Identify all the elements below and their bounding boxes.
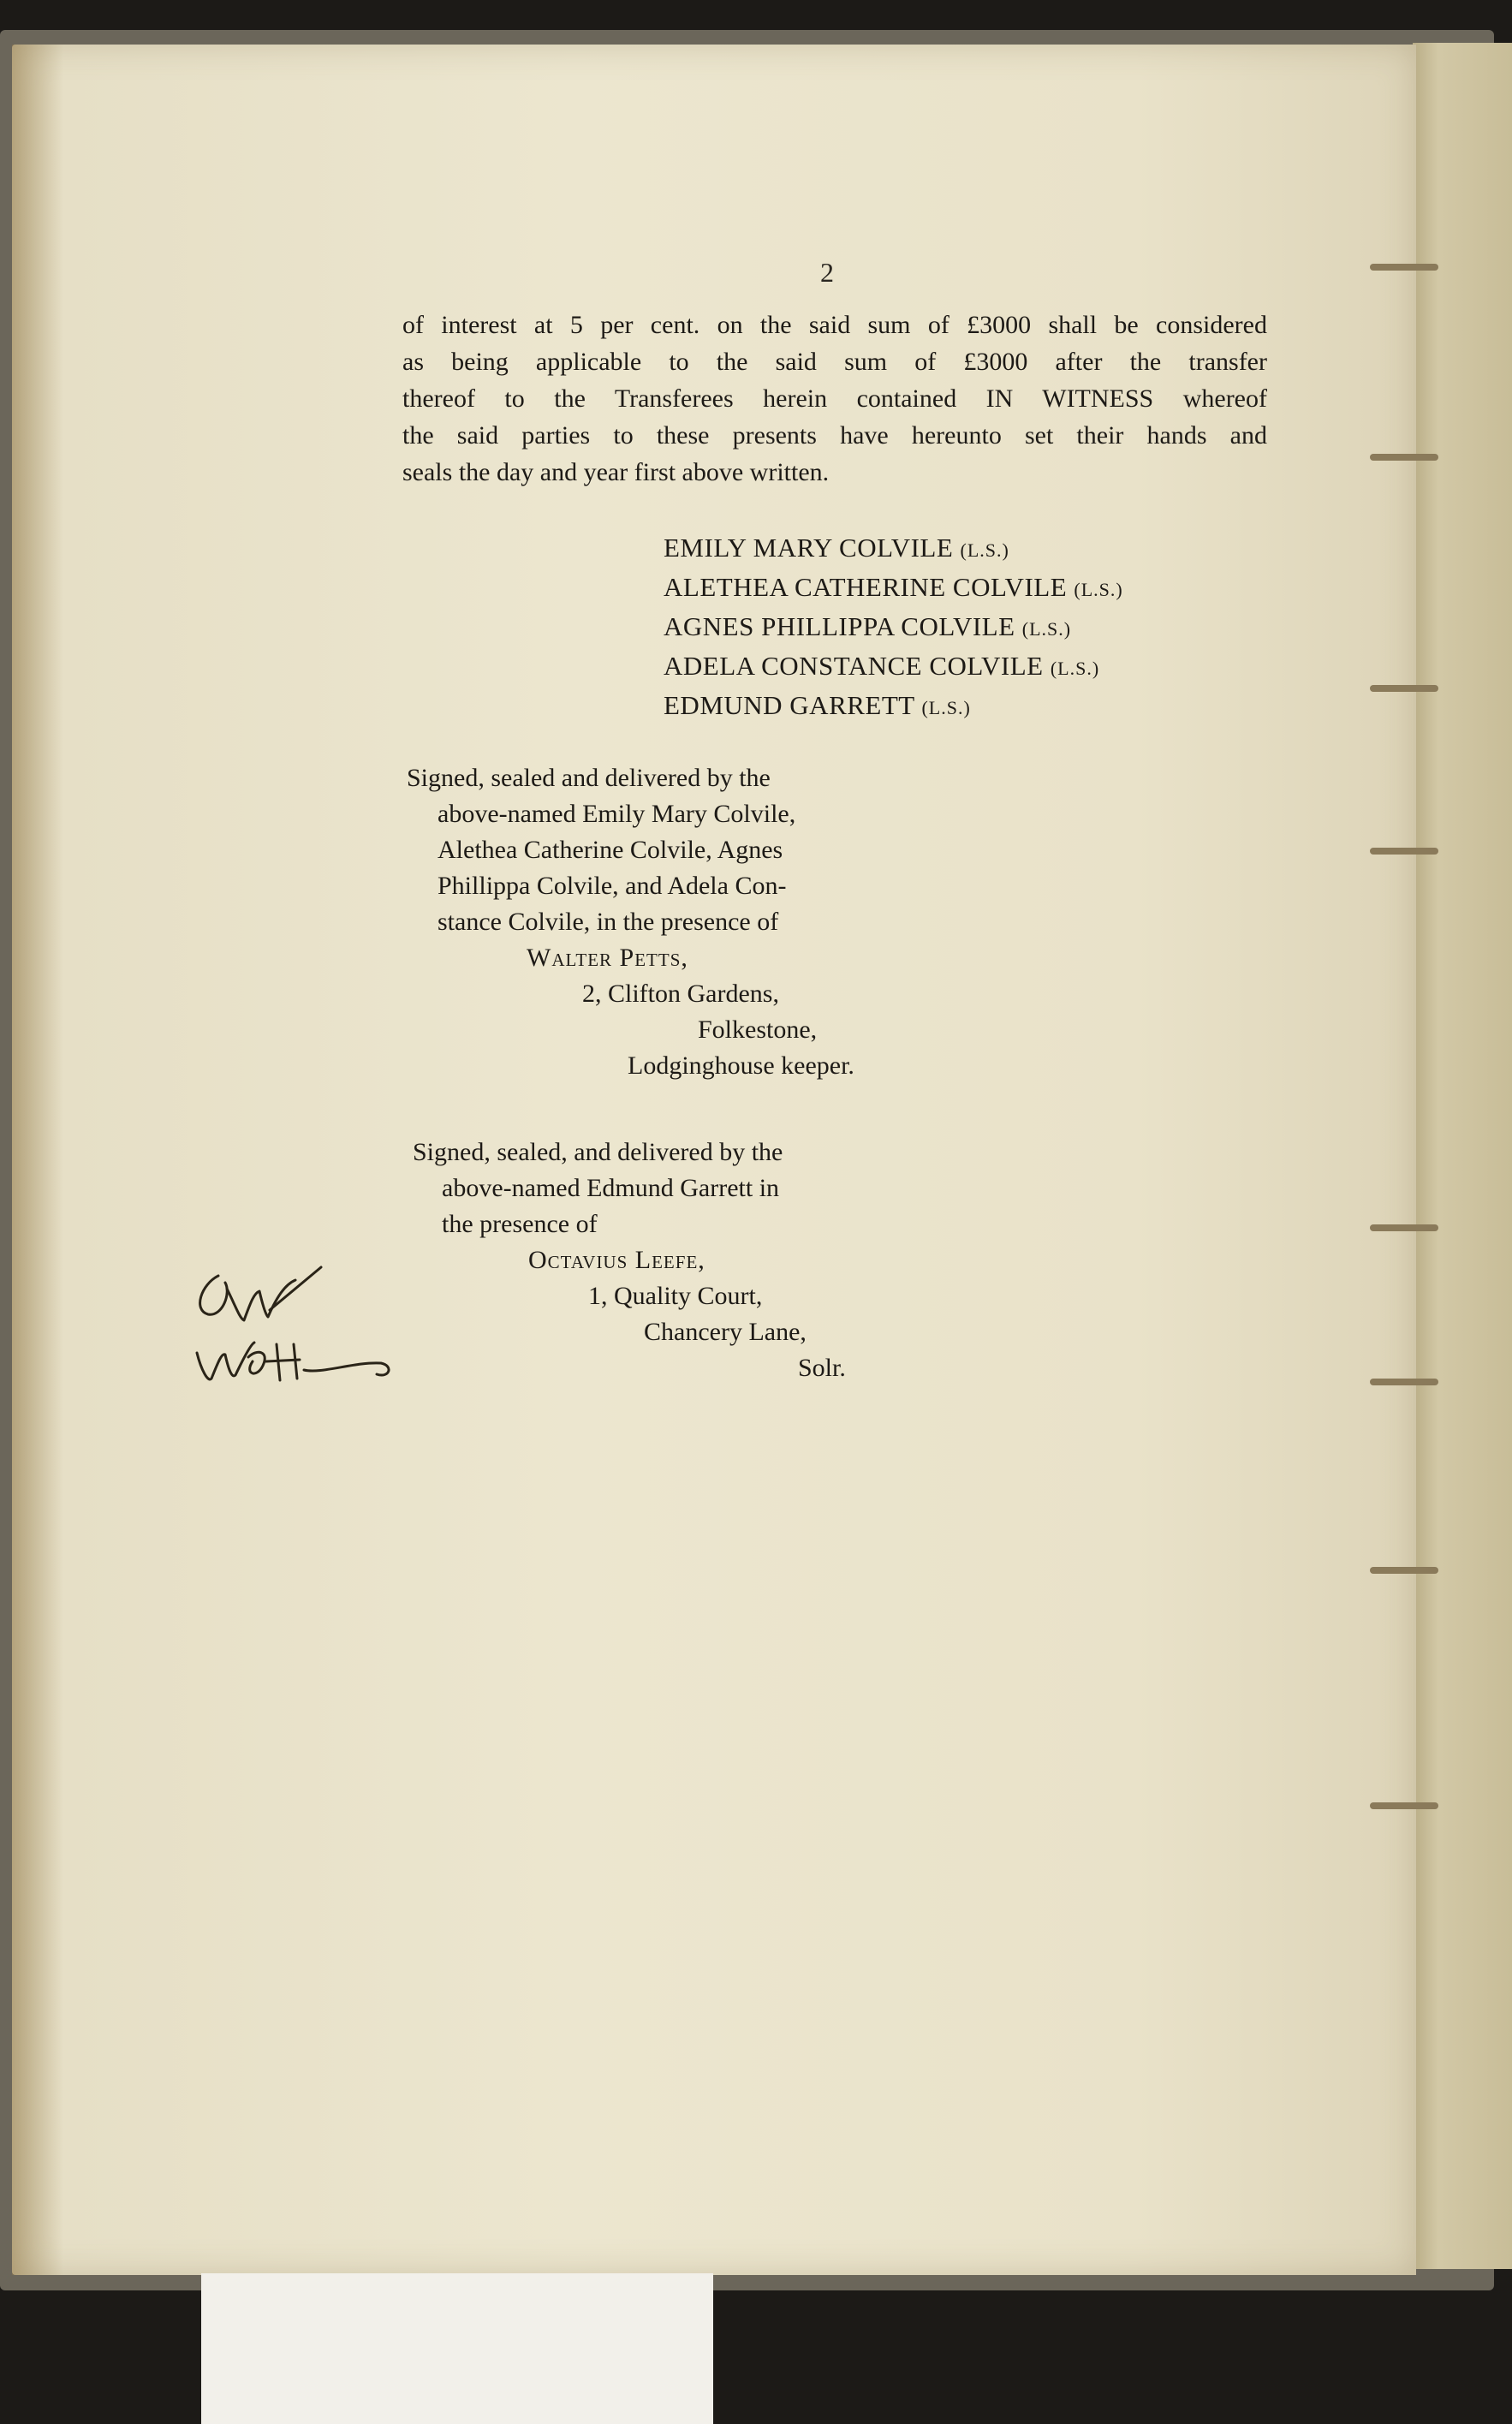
handwritten-initials-signature bbox=[184, 1259, 398, 1396]
witness-address-line: Chancery Lane, bbox=[644, 1318, 807, 1346]
page-number: 2 bbox=[820, 257, 834, 288]
witness-block-garrett bbox=[413, 1135, 846, 1386]
attestation-line: Signed, sealed and delivered by the bbox=[407, 764, 771, 792]
witness-address-line: 1, Quality Court, bbox=[588, 1282, 763, 1310]
party-name: AGNES PHILLIPPA COLVILE bbox=[664, 611, 1015, 641]
attestation-line: the presence of bbox=[442, 1210, 598, 1238]
deed-paragraph bbox=[402, 307, 1267, 491]
adjacent-page-edge bbox=[1413, 43, 1512, 2269]
party-entry bbox=[664, 647, 1123, 687]
seal-mark: (L.S.) bbox=[1074, 579, 1123, 600]
seal-mark: (L.S.) bbox=[960, 539, 1009, 561]
party-signature-list bbox=[664, 529, 1123, 726]
witness-occupation: Solr. bbox=[798, 1354, 846, 1382]
party-name: EDMUND GARRETT bbox=[664, 690, 915, 720]
paragraph-line: of interest at 5 per cent. on the said sum of £3000 shall be considered bbox=[402, 311, 1267, 339]
binding-thread bbox=[1370, 264, 1438, 271]
paragraph-line: seals the day and year first above written. bbox=[402, 458, 830, 486]
attestation-line: above-named Edmund Garrett in bbox=[442, 1174, 780, 1202]
binding-thread bbox=[1370, 1379, 1438, 1385]
attestation-line: above-named Emily Mary Colvile, bbox=[438, 800, 796, 828]
binding-thread bbox=[1370, 848, 1438, 855]
witness-occupation: Lodginghouse keeper. bbox=[628, 1051, 854, 1080]
party-entry bbox=[664, 687, 1123, 726]
attached-paper-strip bbox=[201, 2273, 713, 2424]
witness-name: Walter Petts, bbox=[527, 944, 688, 972]
attestation-line: stance Colvile, in the presence of bbox=[438, 908, 779, 936]
party-entry bbox=[664, 529, 1123, 569]
party-entry bbox=[664, 569, 1123, 608]
binding-thread bbox=[1370, 685, 1438, 692]
witness-block-colvile bbox=[407, 760, 854, 1084]
paragraph-line: as being applicable to the said sum of £3000 after the transfer bbox=[402, 348, 1267, 376]
party-name: ALETHEA CATHERINE COLVILE bbox=[664, 572, 1068, 602]
binding-thread bbox=[1370, 1802, 1438, 1809]
attestation-line: Signed, sealed, and delivered by the bbox=[413, 1138, 783, 1166]
party-name: EMILY MARY COLVILE bbox=[664, 533, 954, 563]
seal-mark: (L.S.) bbox=[1050, 658, 1100, 679]
binding-thread bbox=[1370, 1224, 1438, 1231]
witness-address-line: Folkestone, bbox=[698, 1015, 818, 1044]
attestation-line: Phillippa Colvile, and Adela Con- bbox=[438, 872, 787, 900]
seal-mark: (L.S.) bbox=[921, 697, 971, 718]
binding-thread bbox=[1370, 1567, 1438, 1574]
attestation-line: Alethea Catherine Colvile, Agnes bbox=[438, 836, 783, 864]
witness-name: Octavius Leefe, bbox=[528, 1246, 705, 1274]
page-stain bbox=[12, 45, 63, 2275]
paragraph-line: the said parties to these presents have hereunto set their hands and bbox=[402, 421, 1267, 450]
seal-mark: (L.S.) bbox=[1021, 618, 1072, 640]
binding-thread bbox=[1370, 454, 1438, 461]
party-entry bbox=[664, 608, 1123, 647]
witness-address-line: 2, Clifton Gardens, bbox=[582, 980, 779, 1008]
paragraph-line: thereof to the Transferees herein contained IN WITNESS whereof bbox=[402, 384, 1267, 413]
party-name: ADELA CONSTANCE COLVILE bbox=[664, 651, 1044, 681]
